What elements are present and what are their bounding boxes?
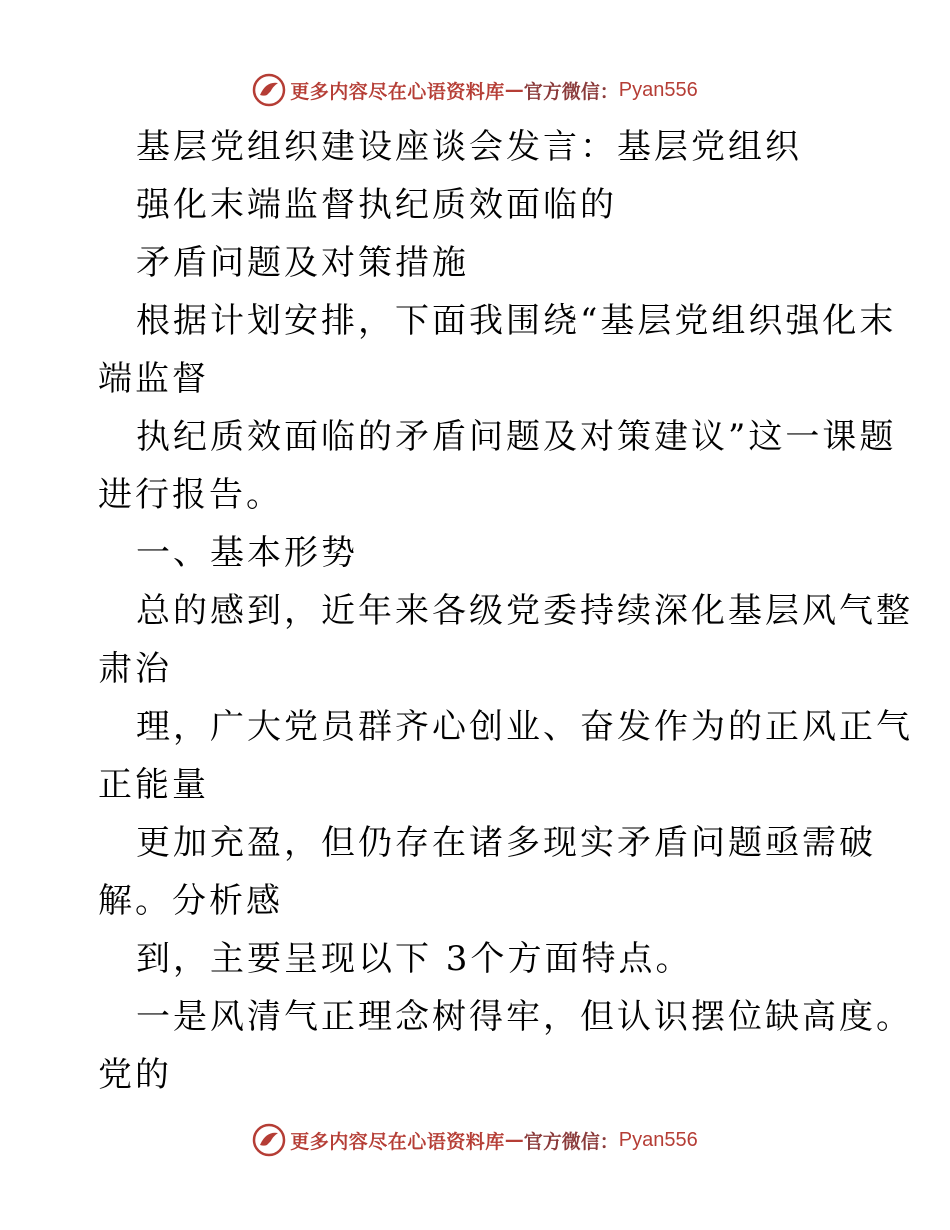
paragraph-line: 肃治 <box>98 649 172 689</box>
banner-dash: — <box>504 79 524 101</box>
title-line-1: 基层党组织建设座谈会发言：基层党组织 <box>136 127 802 167</box>
paragraph-line: 解。分析感 <box>98 881 283 921</box>
paragraph-line: 一是风清气正理念树得牢，但认识摆位缺高度。 <box>136 997 913 1037</box>
banner-dash: — <box>504 1129 524 1151</box>
title-line-2: 强化末端监督执纪质效面临的 <box>136 185 617 225</box>
paragraph-line: 执纪质效面临的矛盾问题及对策建议”这一课题 <box>136 417 897 457</box>
logo-icon <box>252 73 286 107</box>
banner-text: 更多内容尽在心语资料库 <box>290 80 505 103</box>
paragraph-line: 端监督 <box>98 359 209 399</box>
banner-wechat-label: 官方微信： <box>523 80 619 103</box>
section-heading: 一、基本形势 <box>136 533 358 573</box>
logo-icon <box>252 1123 286 1157</box>
banner-wechat-label: 官方微信： <box>523 1130 619 1153</box>
banner-text: 更多内容尽在心语资料库 <box>290 1130 505 1153</box>
document-body <box>98 118 913 1104</box>
paragraph-line: 理，广大党员群齐心创业、奋发作为的正风正气 <box>136 707 913 747</box>
paragraph-line: 根据计划安排，下面我围绕“基层党组织强化末 <box>136 301 897 341</box>
paragraph-line: 到，主要呈现以下 3个方面特点。 <box>136 939 693 979</box>
title-line-3: 矛盾问题及对策措施 <box>136 243 469 283</box>
paragraph-line: 党的 <box>98 1055 172 1095</box>
paragraph-line: 进行报告。 <box>98 475 283 515</box>
paragraph-line: 正能量 <box>98 765 209 805</box>
paragraph-line: 总的感到，近年来各级党委持续深化基层风气整 <box>136 591 913 631</box>
paragraph-line: 更加充盈，但仍存在诸多现实矛盾问题亟需破 <box>136 823 876 863</box>
banner-wechat-id: Pyan556 <box>618 78 698 101</box>
header-banner <box>0 70 950 110</box>
banner-wechat-id: Pyan556 <box>618 1128 698 1151</box>
footer-banner <box>0 1120 950 1160</box>
